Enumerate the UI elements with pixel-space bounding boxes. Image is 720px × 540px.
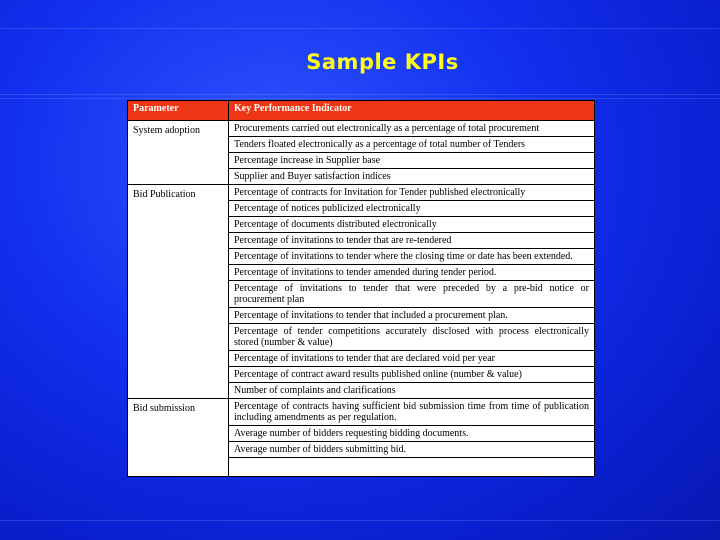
table-row — [128, 399, 595, 426]
header-kpi: Key Performance Indicator — [229, 101, 595, 121]
kpi-cell: Percentage of invitations to tender that were preceded by a pre-bid notice or procurement plan — [229, 281, 595, 308]
kpi-cell: Percentage of invitations to tender that included a procurement plan. — [229, 308, 595, 324]
kpi-cell: Percentage of invitations to tender that are re-tendered — [229, 233, 595, 249]
slide-title: Sample KPIs — [306, 50, 459, 74]
kpi-table-body — [128, 121, 595, 477]
kpi-cell: Percentage of contracts for Invitation for Tender published electronically — [229, 185, 595, 201]
kpi-cell: Percentage of invitations to tender that are declared void per year — [229, 351, 595, 367]
kpi-cell: Percentage of contracts having sufficient bid submission time from time of publication including amendments as per regulation. — [229, 399, 595, 426]
kpi-cell — [229, 458, 595, 477]
kpi-cell: Percentage of contract award results published online (number & value) — [229, 367, 595, 383]
kpi-cell: Average number of bidders submitting bid. — [229, 442, 595, 458]
table-row — [128, 185, 595, 201]
kpi-cell: Percentage of documents distributed electronically — [229, 217, 595, 233]
kpi-cell: Percentage increase in Supplier base — [229, 153, 595, 169]
kpi-cell: Percentage of tender competitions accurately disclosed with process electronically stored (number & value) — [229, 324, 595, 351]
kpi-cell: Percentage of notices publicized electronically — [229, 201, 595, 217]
kpi-cell: Percentage of invitations to tender where the closing time or date has been extended. — [229, 249, 595, 265]
kpi-table — [127, 100, 595, 477]
kpi-cell: Number of complaints and clarifications — [229, 383, 595, 399]
kpi-cell: Percentage of invitations to tender amended during tender period. — [229, 265, 595, 281]
header-parameter: Parameter — [128, 101, 229, 121]
parameter-cell: System adoption — [128, 121, 229, 185]
parameter-cell: Bid Publication — [128, 185, 229, 399]
table-header-row — [128, 101, 595, 121]
kpi-cell: Supplier and Buyer satisfaction indices — [229, 169, 595, 185]
kpi-cell: Procurements carried out electronically as a percentage of total procurement — [229, 121, 595, 137]
kpi-cell: Average number of bidders requesting bidding documents. — [229, 426, 595, 442]
table-row — [128, 121, 595, 137]
parameter-cell: Bid submission — [128, 399, 229, 477]
kpi-cell: Tenders floated electronically as a percentage of total number of Tenders — [229, 137, 595, 153]
